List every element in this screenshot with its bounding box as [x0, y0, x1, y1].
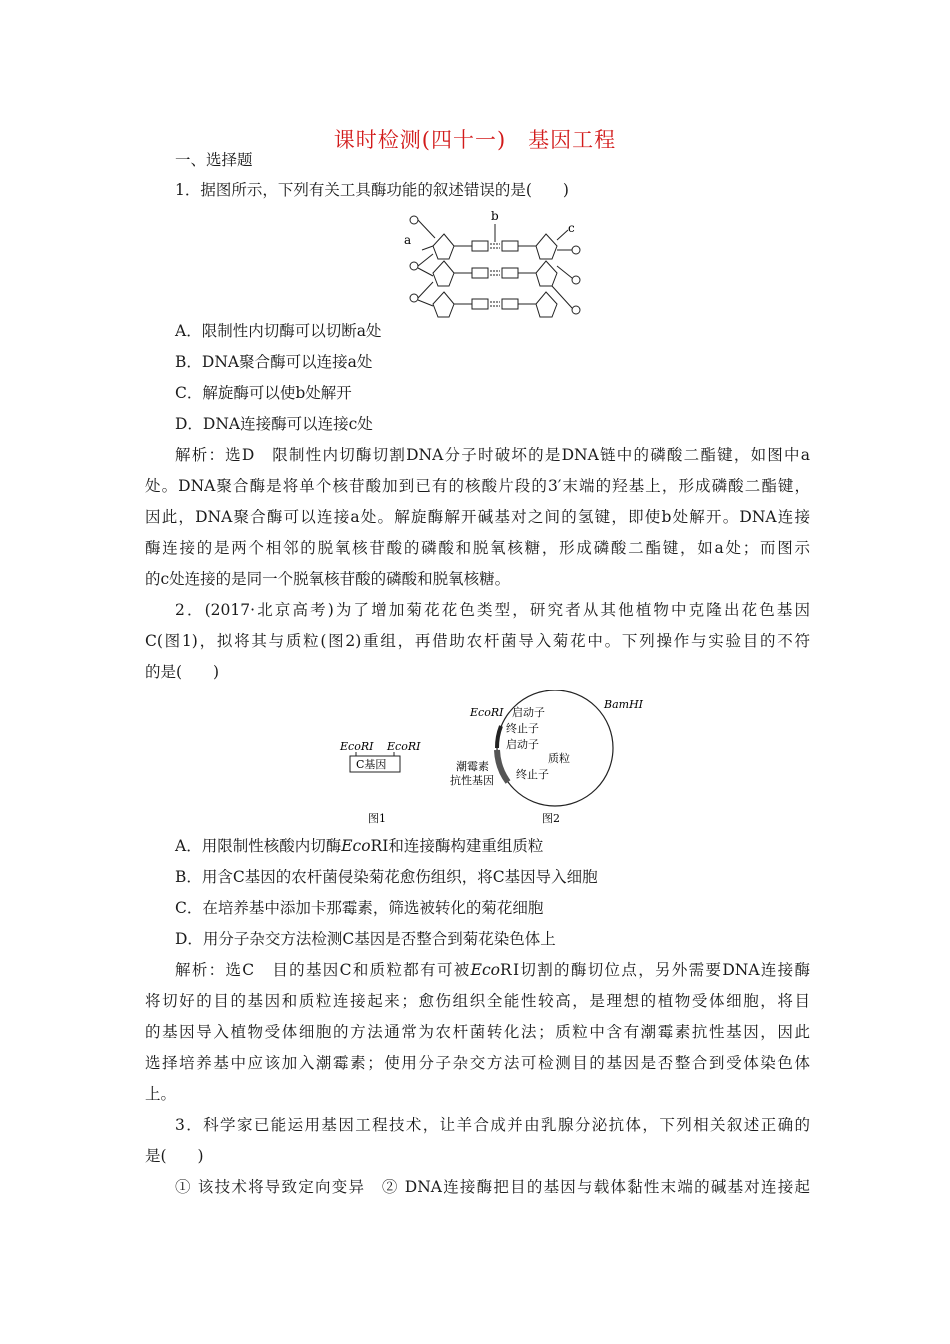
q1-analysis-line: 因此，DNA聚合酶可以连接a处。解旋酶解开碱基对之间的氢键，即使b处解开。DNA连接	[145, 508, 810, 526]
fig2-terminator1: 终止子	[506, 722, 539, 735]
label-c: c	[568, 221, 575, 235]
q1-analysis-line: 处。DNA聚合酶是将单个核苷酸加到已有的核酸片段的3′末端的羟基上，形成磷酸二酯键，	[145, 477, 810, 495]
fig1-caption: 图1	[368, 812, 386, 825]
q2-stem-line: 2．(2017·北京高考)为了增加菊花花色类型，研究者从其他植物中克隆出花色基因	[175, 601, 810, 619]
q2-option-c: C．在培养基中添加卡那霉素，筛选被转化的菊花细胞	[175, 899, 544, 917]
fig2-resistance2: 抗性基因	[450, 774, 494, 787]
dna-structure-figure	[400, 206, 590, 324]
fig2-caption: 图2	[542, 812, 560, 825]
q1-option-d: D．DNA连接酶可以连接c处	[175, 415, 373, 433]
fig2-terminator2: 终止子	[516, 768, 549, 781]
q2-analysis-line: 解析：选C 目的基因C和质粒都有可被EcoRⅠ切割的酶切位点，另外需要DNA连接酶	[175, 961, 810, 979]
q2-option-a: A．用限制性核酸内切酶EcoRⅠ和连接酶构建重组质粒	[175, 837, 544, 855]
q1-analysis-line: 酶连接的是两个相邻的脱氧核苷酸的磷酸和脱氧核糖，形成磷酸二酯键，如a处；而图示	[145, 539, 810, 557]
q2-analysis-line: 的基因导入植物受体细胞的方法通常为农杆菌转化法；质粒中含有潮霉素抗性基因，因此	[145, 1023, 810, 1041]
label-a: a	[404, 233, 412, 247]
q1-analysis-line: 的c处连接的是同一个脱氧核苷酸的磷酸和脱氧核糖。	[145, 570, 511, 588]
plasmid-figure	[330, 690, 660, 830]
q2-option-d: D．用分子杂交方法检测C基因是否整合到菊花染色体上	[175, 930, 556, 948]
q3-stem-line: ① 该技术将导致定向变异 ② DNA连接酶把目的基因与载体黏性末端的碱基对连接起	[175, 1178, 810, 1196]
q1-option-a: A．限制性内切酶可以切断a处	[175, 322, 382, 340]
fig1-gene-label: C基因	[356, 758, 387, 771]
fig2-ecori: EcoRⅠ	[470, 706, 504, 719]
q1-stem: 1．据图所示，下列有关工具酶功能的叙述错误的是( )	[175, 181, 569, 199]
q3-stem-line: 是( )	[145, 1147, 204, 1165]
fig1-ecori-right: EcoRⅠ	[387, 740, 421, 753]
q1-analysis-line: 解析：选D 限制性内切酶切割DNA分子时破坏的是DNA链中的磷酸二酯键，如图中a	[175, 446, 810, 464]
fig2-bamhi: BamHⅠ	[604, 698, 644, 711]
fig2-plasmid: 质粒	[548, 752, 570, 765]
fig2-promoter2: 启动子	[506, 738, 539, 751]
q1-option-c: C．解旋酶可以使b处解开	[175, 384, 352, 402]
q1-option-b: B．DNA聚合酶可以连接a处	[175, 353, 373, 371]
fig1-ecori-left: EcoRⅠ	[340, 740, 374, 753]
section-heading: 一、选择题	[175, 151, 253, 169]
label-b: b	[491, 209, 499, 223]
page-title: 课时检测(四十一) 基因工程	[333, 128, 617, 152]
fig2-promoter1: 启动子	[512, 706, 545, 719]
q2-stem-line: C(图1)，拟将其与质粒(图2)重组，再借助农杆菌导入菊花中。下列操作与实验目的不符	[145, 632, 810, 650]
q2-analysis-line: 选择培养基中应该加入潮霉素；使用分子杂交方法可检测目的基因是否整合到受体染色体	[145, 1054, 810, 1072]
q2-option-b: B．用含C基因的农杆菌侵染菊花愈伤组织，将C基因导入细胞	[175, 868, 598, 886]
q3-stem-line: 3．科学家已能运用基因工程技术，让羊合成并由乳腺分泌抗体，下列相关叙述正确的	[175, 1116, 810, 1134]
fig2-resistance1: 潮霉素	[456, 760, 489, 773]
q2-analysis-line: 将切好的目的基因和质粒连接起来；愈伤组织全能性较高，是理想的植物受体细胞，将目	[145, 992, 810, 1010]
q2-stem-line: 的是( )	[145, 663, 220, 681]
q2-analysis-line: 上。	[145, 1085, 177, 1103]
